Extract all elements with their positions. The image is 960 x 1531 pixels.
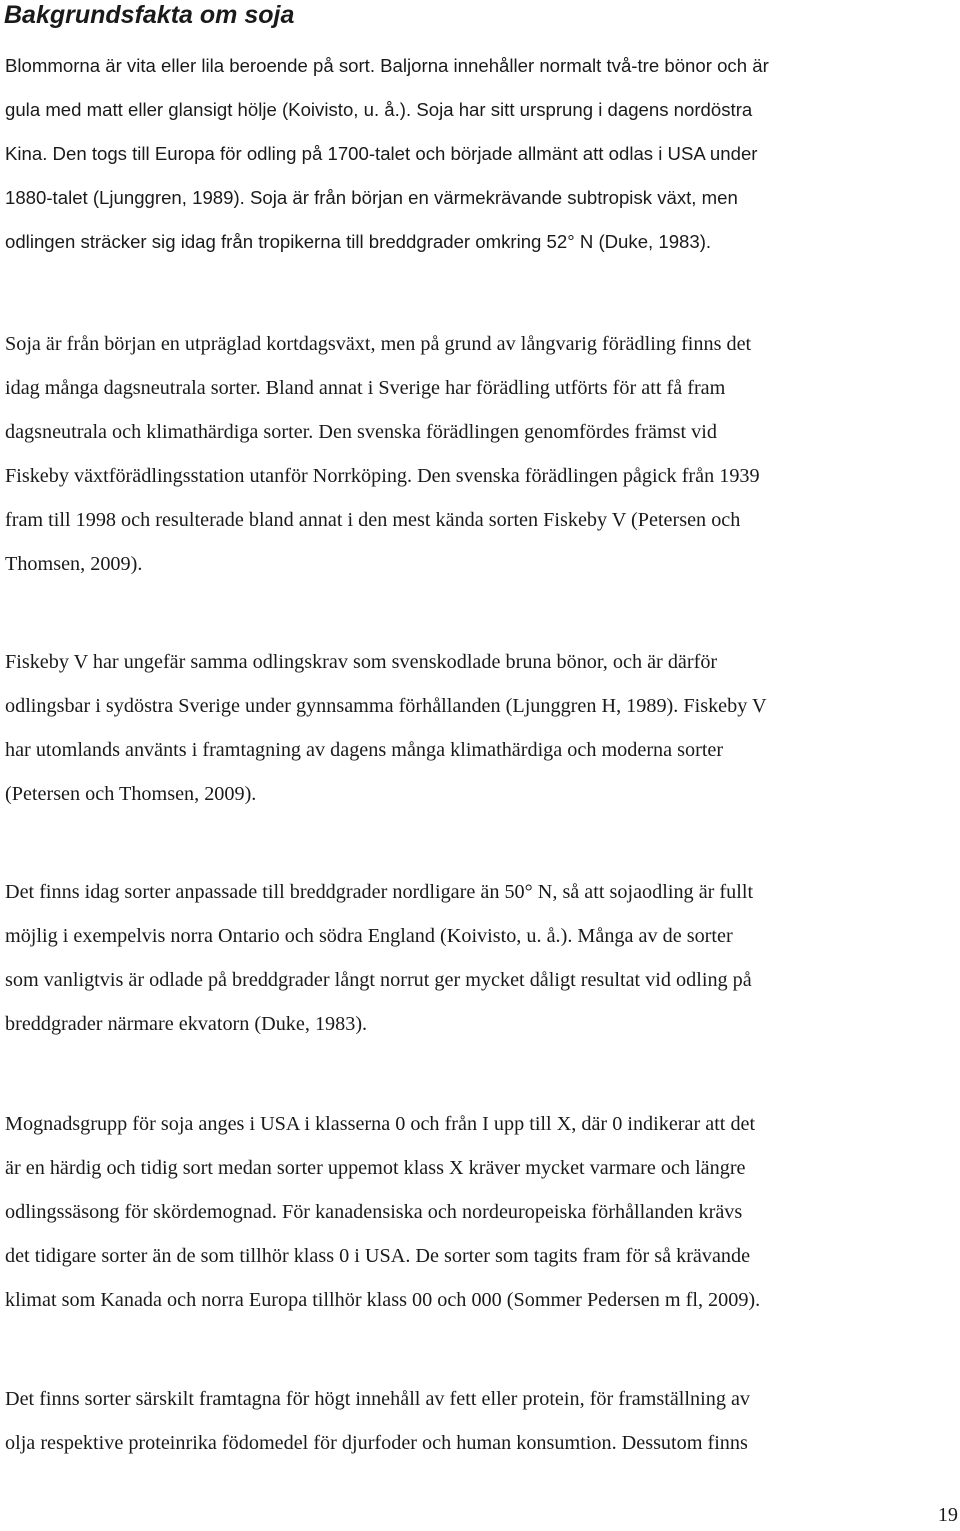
paragraph-line: klimat som Kanada och norra Europa tillhör klass 00 och 000 (Sommer Pedersen m fl, 2009). xyxy=(5,1289,761,1311)
paragraph-3 xyxy=(5,640,953,816)
paragraph-line: har utomlands använts i framtagning av dagens många klimathärdiga och moderna sorter xyxy=(5,739,724,761)
paragraph-line: Blommorna är vita eller lila beroende på sort. Baljorna innehåller normalt två-tre bönor och är xyxy=(5,55,769,76)
paragraph-line: fram till 1998 och resulterade bland annat i den mest kända sorten Fiskeby V (Petersen och xyxy=(5,509,741,531)
paragraph-line: det tidigare sorter än de som tillhör klass 0 i USA. De sorter som tagits fram för så krävande xyxy=(5,1245,751,1267)
page-number: 19 xyxy=(937,1504,958,1526)
paragraph-2 xyxy=(5,322,953,586)
paragraph-1 xyxy=(5,44,953,264)
paragraph-5 xyxy=(5,1102,953,1322)
paragraph-6 xyxy=(5,1377,953,1465)
paragraph-line: möjlig i exempelvis norra Ontario och södra England (Koivisto, u. å.). Många av de sorter xyxy=(5,925,733,947)
paragraph-line: Mognadsgrupp för soja anges i USA i klasserna 0 och från I upp till X, där 0 indikerar att det xyxy=(5,1113,756,1135)
paragraph-line: 1880-talet (Ljunggren, 1989). Soja är från början en värmekrävande subtropisk växt, men xyxy=(5,187,738,208)
paragraph-line: odlingssäsong för skördemognad. För kanadensiska och nordeuropeiska förhållanden krävs xyxy=(5,1201,743,1223)
paragraph-line: Det finns sorter särskilt framtagna för högt innehåll av fett eller protein, för framställning av xyxy=(5,1388,751,1410)
paragraph-line: Fiskeby V har ungefär samma odlingskrav som svenskodlade bruna bönor, och är därför xyxy=(5,651,718,673)
paragraph-line: Kina. Den togs till Europa för odling på 1700-talet och började allmänt att odlas i USA under xyxy=(5,143,758,164)
section-heading: Bakgrundsfakta om soja xyxy=(4,1,295,29)
paragraph-line: Det finns idag sorter anpassade till breddgrader nordligare än 50° N, så att sojaodling är fullt xyxy=(5,881,754,903)
paragraph-line: Soja är från början en utpräglad kortdagsväxt, men på grund av långvarig förädling finns det xyxy=(5,333,752,355)
paragraph-line: Fiskeby växtförädlingsstation utanför Norrköping. Den svenska förädlingen pågick från 1939 xyxy=(5,465,760,487)
paragraph-line: gula med matt eller glansigt hölje (Koivisto, u. å.). Soja har sitt ursprung i dagens nordöstra xyxy=(5,99,753,120)
paragraph-line: är en härdig och tidig sort medan sorter uppemot klass X kräver mycket varmare och längre xyxy=(5,1157,746,1179)
paragraph-line: som vanligtvis är odlade på breddgrader långt norrut ger mycket dåligt resultat vid odling på xyxy=(5,969,752,991)
paragraph-line: Thomsen, 2009). xyxy=(5,553,143,575)
paragraph-line: odlingsbar i sydöstra Sverige under gynnsamma förhållanden (Ljunggren H, 1989). Fiskeby V xyxy=(5,695,767,717)
paragraph-line: breddgrader närmare ekvatorn (Duke, 1983). xyxy=(5,1013,368,1035)
paragraph-line: (Petersen och Thomsen, 2009). xyxy=(5,783,257,805)
paragraph-line: olja respektive proteinrika födomedel för djurfoder och human konsumtion. Dessutom finns xyxy=(5,1432,748,1454)
paragraph-4 xyxy=(5,870,953,1046)
paragraph-line: dagsneutrala och klimathärdiga sorter. Den svenska förädlingen genomfördes främst vid xyxy=(5,421,717,443)
paragraph-line: idag många dagsneutrala sorter. Bland annat i Sverige har förädling utförts för att få fram xyxy=(5,377,726,399)
paragraph-line: odlingen sträcker sig idag från tropikerna till breddgrader omkring 52° N (Duke, 1983). xyxy=(5,231,712,252)
